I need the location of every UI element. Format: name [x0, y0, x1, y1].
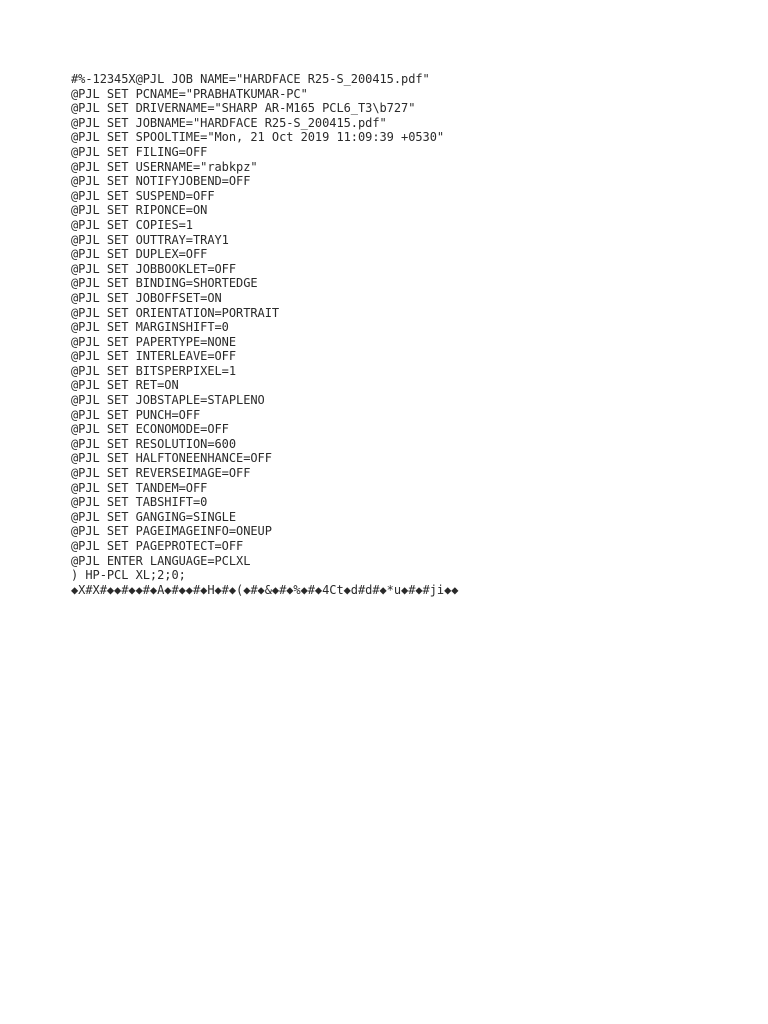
document-text [71, 72, 751, 597]
pjl-duplex-line: @PJL SET DUPLEX=OFF [71, 247, 208, 262]
pjl-enter-language-line: @PJL ENTER LANGUAGE=PCLXL [71, 553, 251, 568]
pjl-pcname-line: @PJL SET PCNAME="PRABHATKUMAR-PC" [71, 86, 308, 101]
pjl-ganging-line: @PJL SET GANGING=SINGLE [71, 509, 237, 524]
pjl-tabshift-line: @PJL SET TABSHIFT=0 [71, 495, 208, 510]
pjl-resolution-line: @PJL SET RESOLUTION=600 [71, 436, 237, 451]
pcl-xl-header-line: ) HP-PCL XL;2;0; [71, 568, 186, 583]
pjl-pageprotect-line: @PJL SET PAGEPROTECT=OFF [71, 539, 244, 553]
pjl-job-line: #%-12345X@PJL JOB NAME="HARDFACE R25-S_200415.pdf" [71, 72, 430, 86]
pjl-punch-line: @PJL SET PUNCH=OFF [71, 407, 201, 422]
pjl-username-line: @PJL SET USERNAME="rabkpz" [71, 159, 258, 174]
pjl-joboffset-line: @PJL SET JOBOFFSET=ON [71, 290, 222, 305]
pjl-copies-line: @PJL SET COPIES=1 [71, 217, 193, 232]
pjl-ret-line: @PJL SET RET=ON [71, 378, 179, 393]
pjl-pageimageinfo-line: @PJL SET PAGEIMAGEINFO=ONEUP [71, 524, 272, 539]
binary-data-line: ◆X#X#◆◆#◆◆#◆A◆#◆◆#◆H◆#◆(◆#◆&◆#◆%◆#◆4Ct◆d#d#◆*u◆#◆#ji◆◆ [71, 582, 459, 597]
pjl-binding-line: @PJL SET BINDING=SHORTEDGE [71, 276, 258, 291]
pjl-suspend-line: @PJL SET SUSPEND=OFF [71, 188, 215, 203]
pjl-tandem-line: @PJL SET TANDEM=OFF [71, 480, 208, 495]
pjl-jobstaple-line: @PJL SET JOBSTAPLE=STAPLENO [71, 393, 265, 408]
pjl-papertype-line: @PJL SET PAPERTYPE=NONE [71, 334, 237, 349]
pjl-economode-line: @PJL SET ECONOMODE=OFF [71, 422, 229, 437]
pjl-riponce-line: @PJL SET RIPONCE=ON [71, 203, 208, 218]
pjl-halftoneenhance-line: @PJL SET HALFTONEENHANCE=OFF [71, 451, 272, 466]
pjl-reverseimage-line: @PJL SET REVERSEIMAGE=OFF [71, 466, 251, 481]
pjl-jobbooklet-line: @PJL SET JOBBOOKLET=OFF [71, 261, 237, 276]
pjl-interleave-line: @PJL SET INTERLEAVE=OFF [71, 349, 237, 364]
pjl-notifyjobend-line: @PJL SET NOTIFYJOBEND=OFF [71, 174, 251, 189]
pjl-filing-line: @PJL SET FILING=OFF [71, 144, 208, 159]
pjl-orientation-line: @PJL SET ORIENTATION=PORTRAIT [71, 305, 280, 320]
pjl-outtray-line: @PJL SET OUTTRAY=TRAY1 [71, 232, 229, 247]
pjl-jobname-line: @PJL SET JOBNAME="HARDFACE R25-S_200415.pdf" [71, 115, 387, 130]
pjl-drivername-line: @PJL SET DRIVERNAME="SHARP AR-M165 PCL6_T3\b727" [71, 101, 416, 116]
pjl-marginshift-line: @PJL SET MARGINSHIFT=0 [71, 320, 229, 335]
pjl-bitsperpixel-line: @PJL SET BITSPERPIXEL=1 [71, 363, 237, 378]
pjl-spooltime-line: @PJL SET SPOOLTIME="Mon, 21 Oct 2019 11:09:39 +0530" [71, 130, 445, 145]
